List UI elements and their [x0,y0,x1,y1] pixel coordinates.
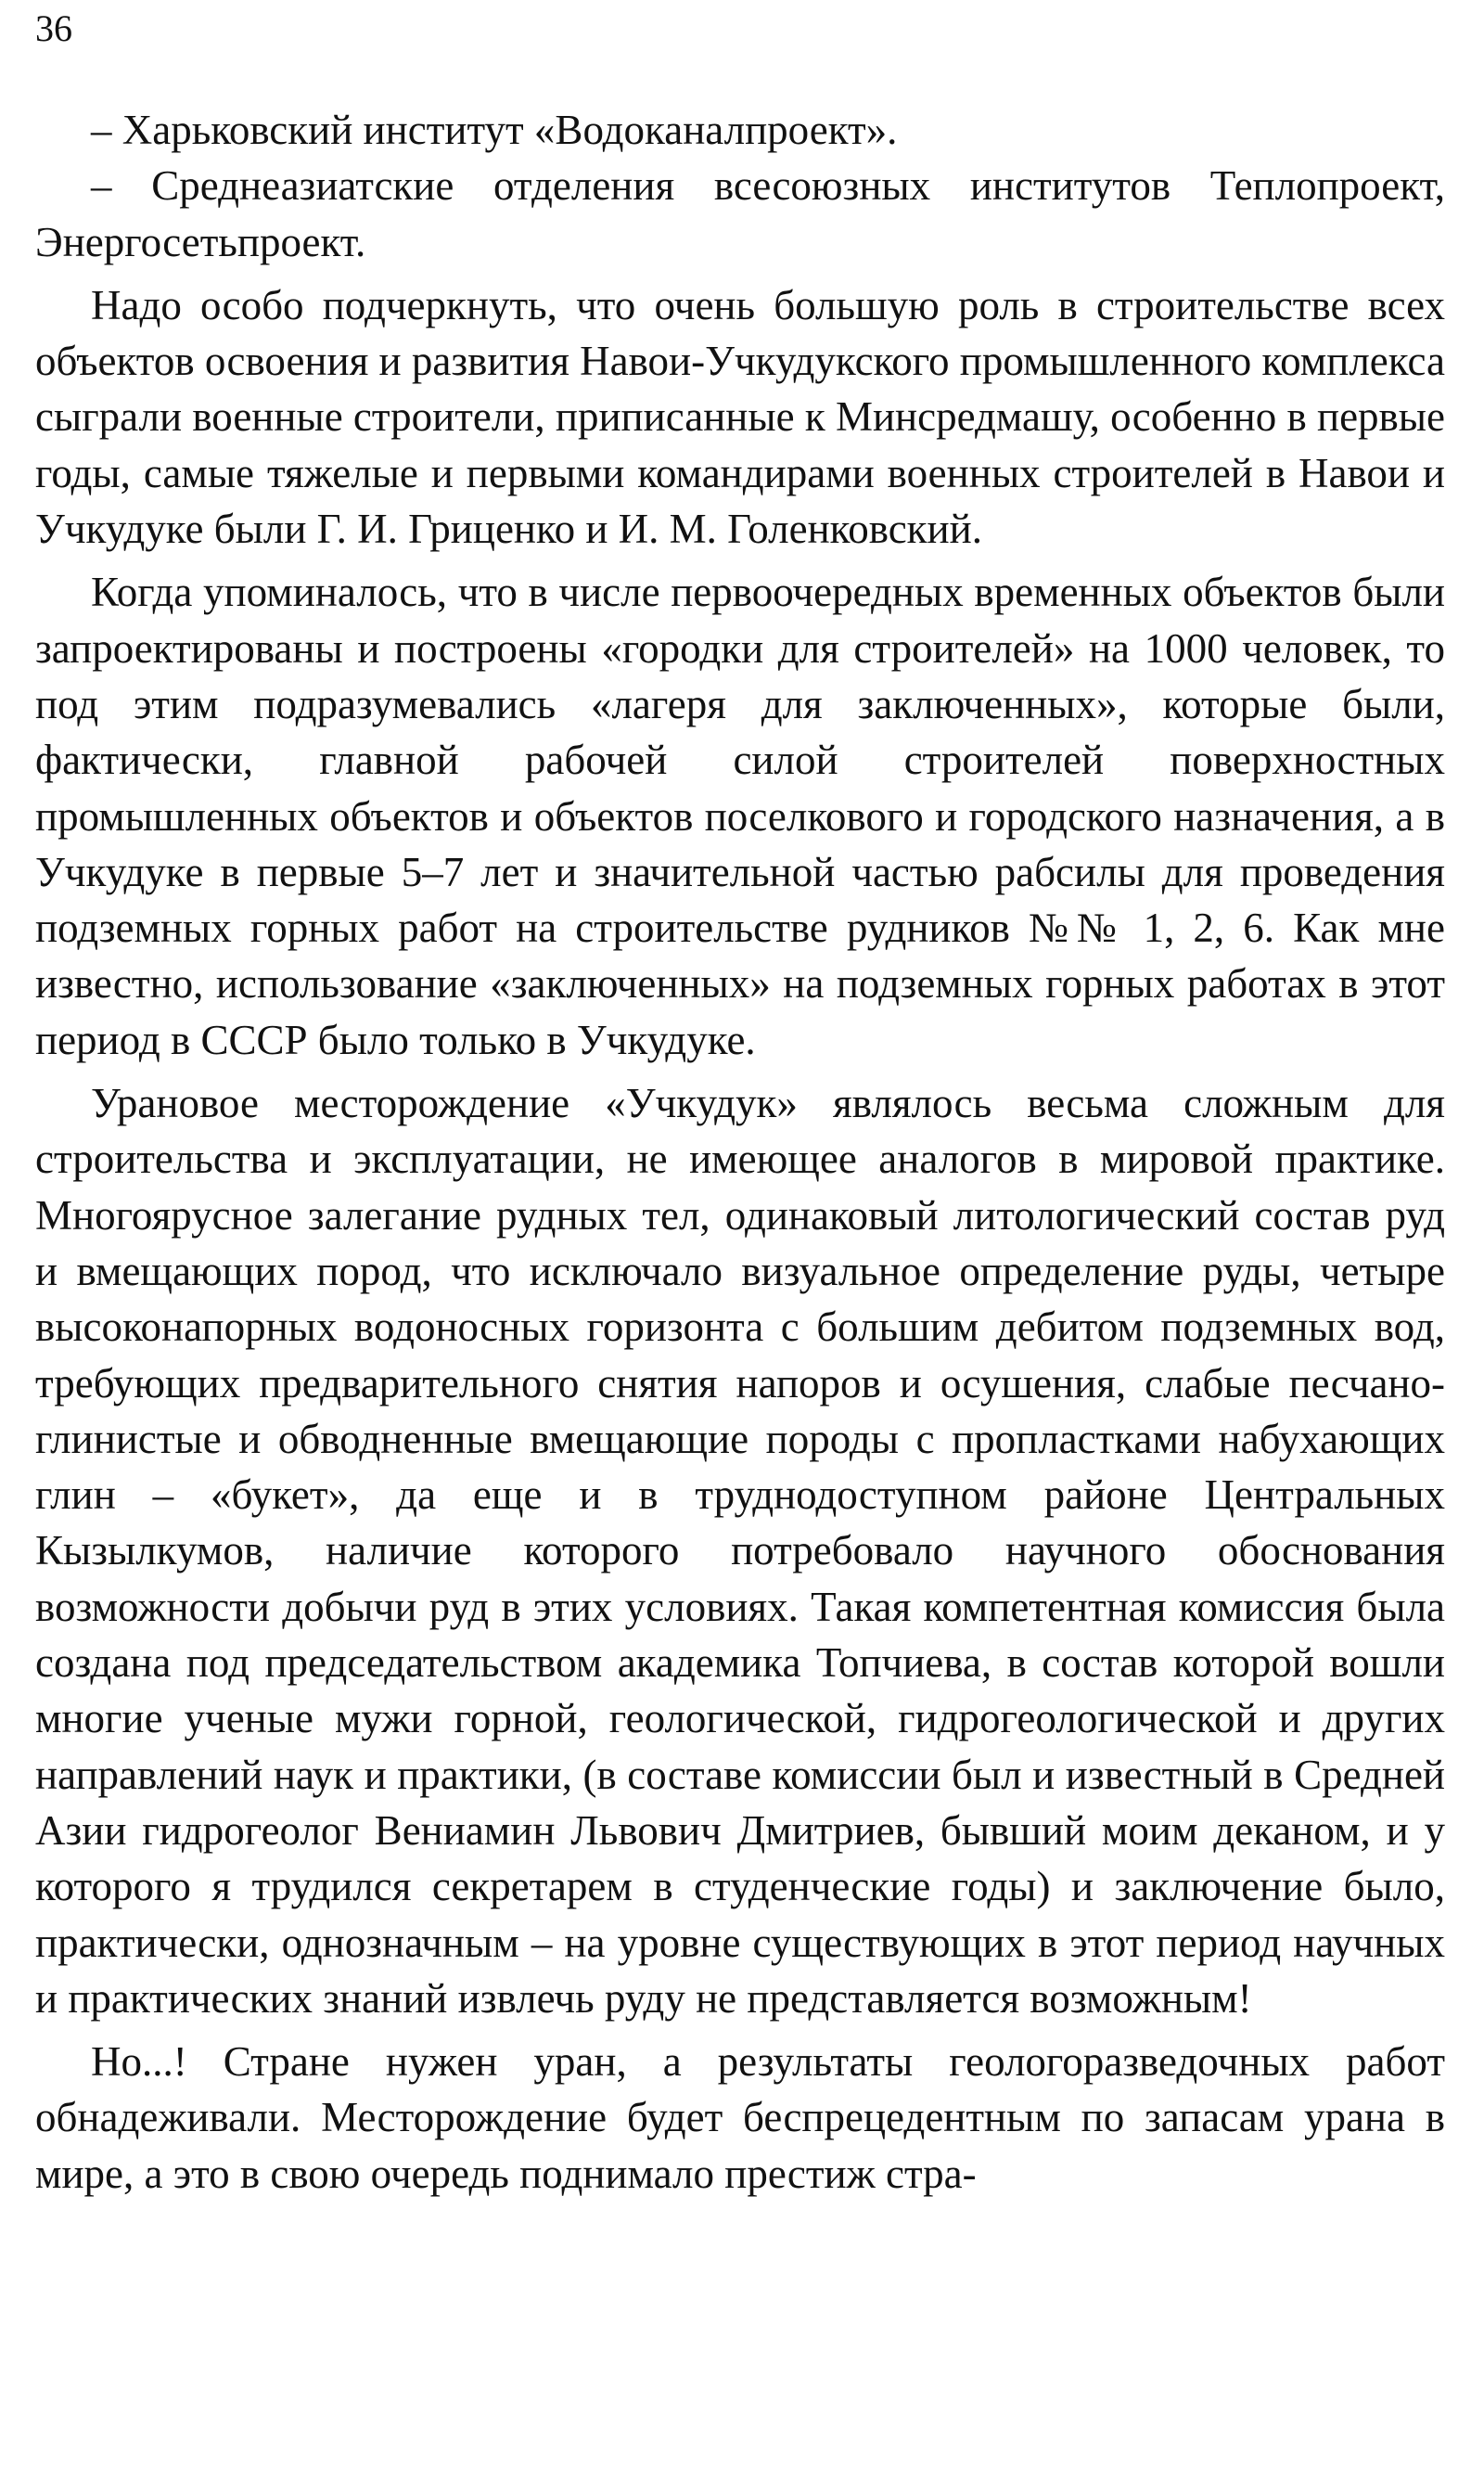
body-text [35,102,1445,2202]
paragraph-uranium-needed: Но...! Стране нужен уран, а результаты геологоразведочных работ обнадеживали. Месторождение будет беспрецедентным по запасам урана в мире, а это в свою очередь поднимало престиж стра- [35,2038,1445,2197]
paragraph-prisoner-camps: Когда упоминалось, что в числе первоочередных временных объектов были запроектированы и построены «городки для строителей» на 1000 человек, то под этим подразумевались «лагеря для заключенных», которые были, фактически, главной рабочей силой строителей поверхностных промышленных объектов и объектов поселкового и городского назначения, а в Учкудуке в первые 5–7 лет и значительной частью рабсилы для проведения подземных горных работ на строительстве рудников №№ 1, 2, 6. Как мне известно, использование «заключенных» на подземных горных работах в этот период в СССР было только в Учкудуке. [35,569,1445,1063]
paragraph-institutes-central-asia: – Среднеазиатские отделения всесоюзных институтов Теплопроект, Энергосетьпроект. [35,162,1445,265]
paragraph-uchkuduk-deposit: Урановое месторождение «Учкудук» являлось весьма сложным для строительства и эксплуатации, не имеющее аналогов в мировой практике. Многоярусное залегание рудных тел, одинаковый литологический состав руд и вмещающих пород, что исключало визуальное определение руды, четыре высоконапорных водоносных горизонта с большим дебитом подземных вод, требующих предварительного снятия напоров и осушения, слабые песчано-глинистые и обводненные вмещающие породы с пропластками набухающих глин – «букет», да еще и в труднодоступном районе Центральных Кызылкумов, наличие которого потребовало научного обоснования возможности добычи руд в этих условиях. Такая компетентная комиссия была создана под председательством академика Топчиева, в состав которой вошли многие ученые мужи горной, геологической, гидрогеологической и других направлений наук и практики, (в составе комиссии был и известный в Средней Азии гидрогеолог Вениамин Львович Дмитриев, бывший моим деканом, и у которого я трудился секретарем в студенческие годы) и заключение было, практически, однозначным – на уровне существующих в этот период научных и практических знаний извлечь руду не представляется возможным! [35,1080,1445,2022]
paragraph-institute-vodokanal: – Харьковский институт «Водоканалпроект». [91,107,898,153]
page-number: 36 [35,7,72,49]
paragraph-military-builders: Надо особо подчеркнуть, что очень большую роль в строительстве всех объектов освоения и развития Навои-Учкудукского промышленного комплекса сыграли военные строители, приписанные к Минсредмашу, особенно в первые годы, самые тяжелые и первыми командирами военных строителей в Навои и Учкудуке были Г. И. Гриценко и И. М. Голенковский. [35,281,1445,553]
